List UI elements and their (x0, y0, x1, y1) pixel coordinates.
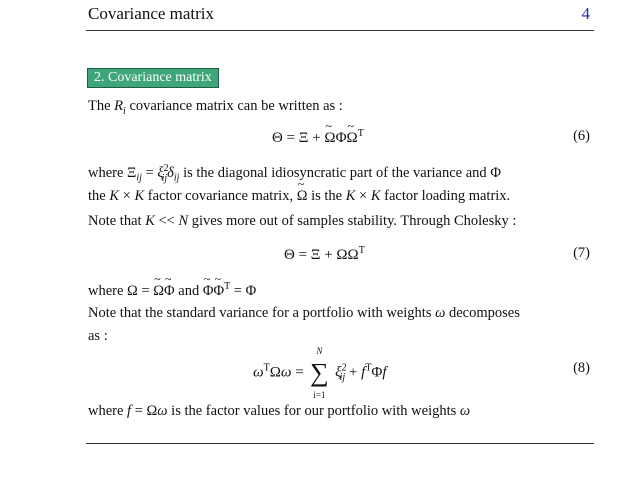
footer-rule (86, 443, 594, 444)
equation-7-number: (7) (573, 245, 590, 261)
text-line-5: where Ω = ~ Ω~ Φ and ~ Φ~ $\Phi^T = \Phi$ (88, 281, 256, 300)
text-line-1: The $R_i$ covariance matrix can be written as : (88, 98, 343, 117)
text-line-8: where f = Ωω is the factor values for our portfolio with weights ω (88, 403, 471, 419)
header-rule (86, 30, 594, 31)
text-line-4: Note that K << N gives more out of samples stability. Through Cholesky : (88, 213, 517, 229)
section-title: 2. Covariance matrix (87, 68, 219, 88)
summation: N ∑ i=1 (310, 346, 329, 400)
text-line-3: the K × K factor covariance matrix, ~ Ω is the K × K factor loading matrix. (88, 188, 510, 205)
equation-6: Θ = Ξ + ~ ΩΦ~ $\Omega^T$ (272, 128, 364, 147)
text-line-7: as : (88, 328, 108, 344)
header-title: Covariance matrix (88, 4, 215, 23)
equation-8-number: (8) (573, 360, 590, 376)
text-line-2: where $\Xi_{ij} = \xi^2_{ij}\delta_{ij}$ is the diagonal idiosyncratic part of the variance and Φ (88, 163, 501, 184)
page-number: 4 (581, 4, 590, 23)
equation-6-number: (6) (573, 128, 590, 144)
equation-7: $\Theta = \Xi + \Omega\Omega^T$ (284, 245, 365, 263)
text-line-6: Note that the standard variance for a portfolio with weights ω decomposes (88, 305, 520, 321)
equation-8: $\omega^T\Omega\omega$ = N ∑ i=1 $\xi^2_{ij} + f^T\Phi f$ (253, 346, 387, 400)
